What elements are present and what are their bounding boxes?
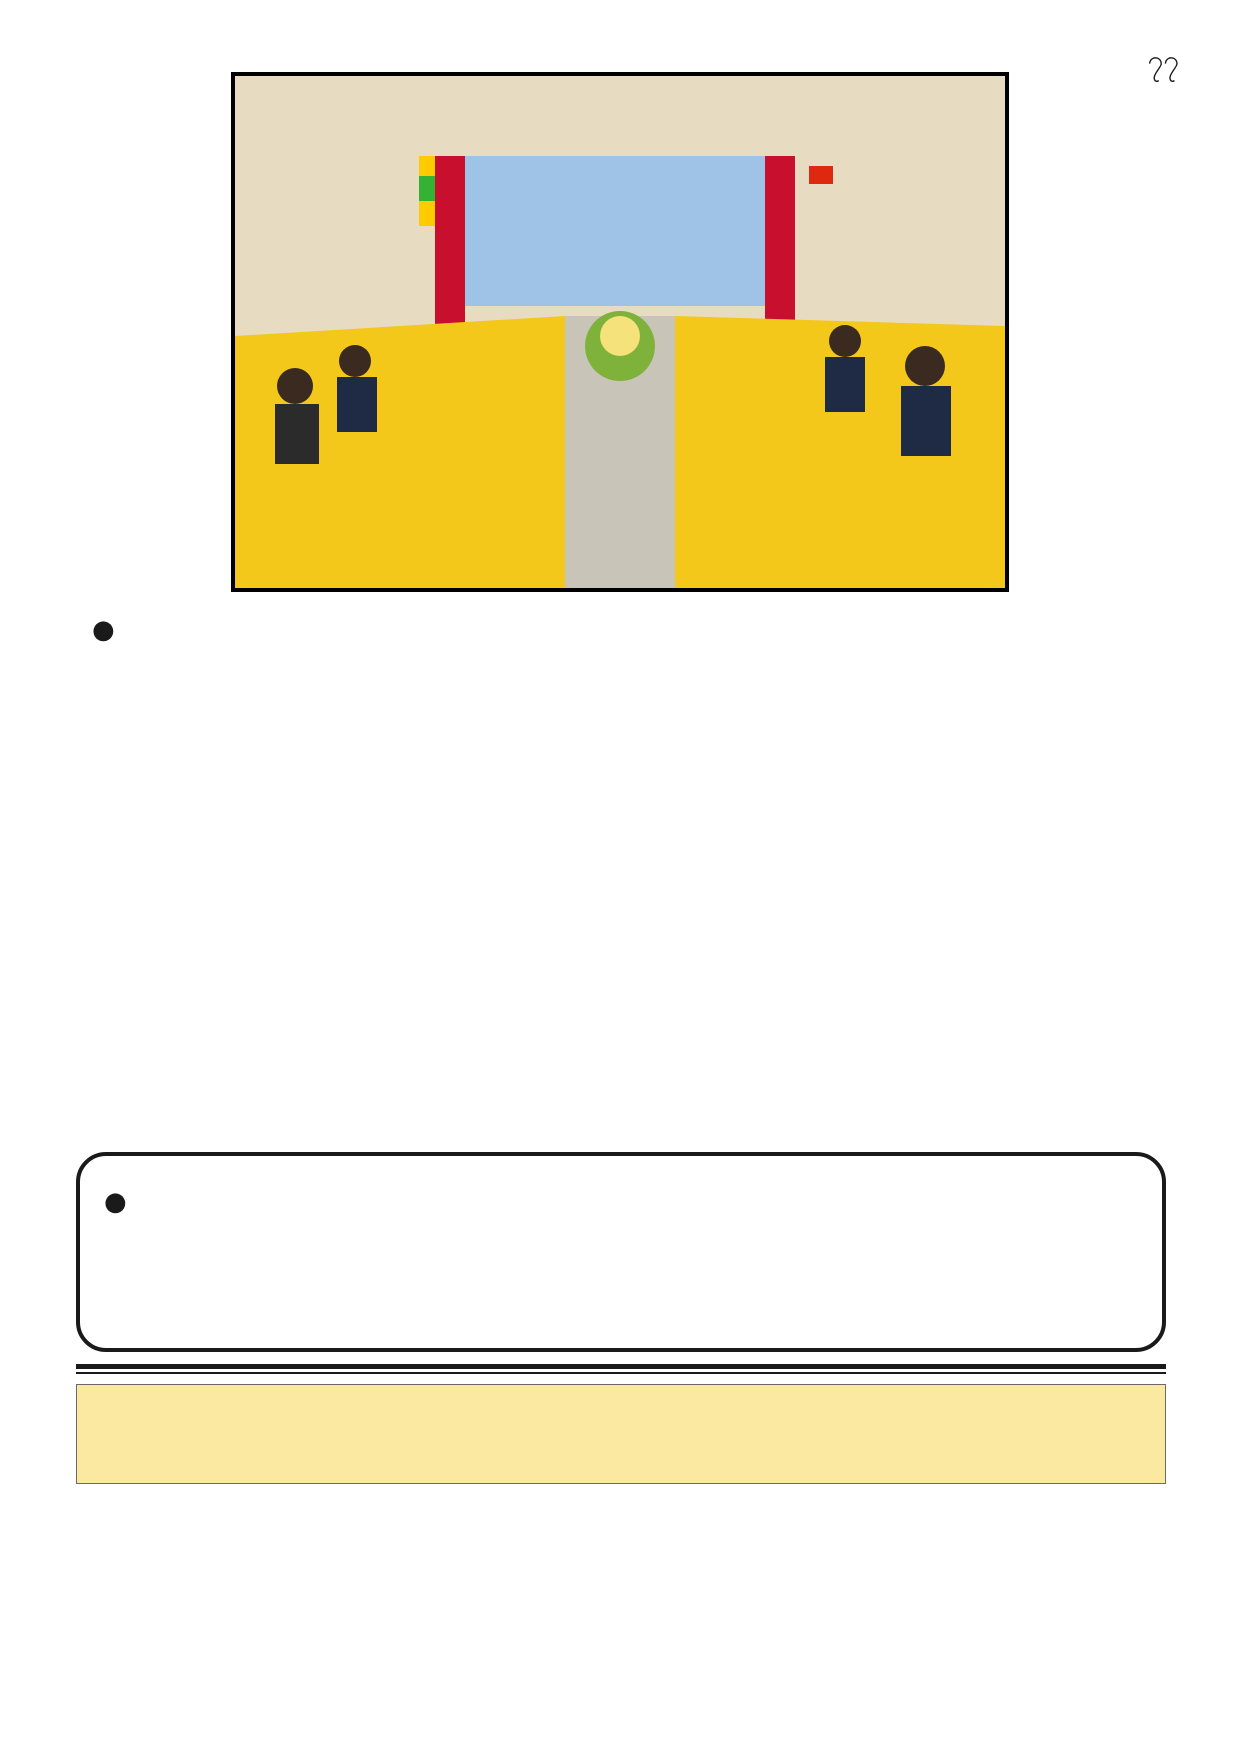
meeting-photo-illustration	[235, 76, 1005, 588]
page-number: ၇၇	[1147, 44, 1179, 77]
meeting-photo	[231, 72, 1009, 592]
bullet-item	[92, 606, 602, 655]
box-bullet-marker: ●	[104, 1187, 127, 1217]
section-heading	[76, 1384, 1166, 1484]
highlight-box	[76, 1152, 1166, 1352]
banner-screen	[465, 156, 765, 306]
section-divider-thin	[76, 1372, 1166, 1374]
bullet-marker: ●	[92, 615, 115, 645]
section-divider-thick	[76, 1364, 1166, 1369]
left-column	[92, 606, 602, 655]
